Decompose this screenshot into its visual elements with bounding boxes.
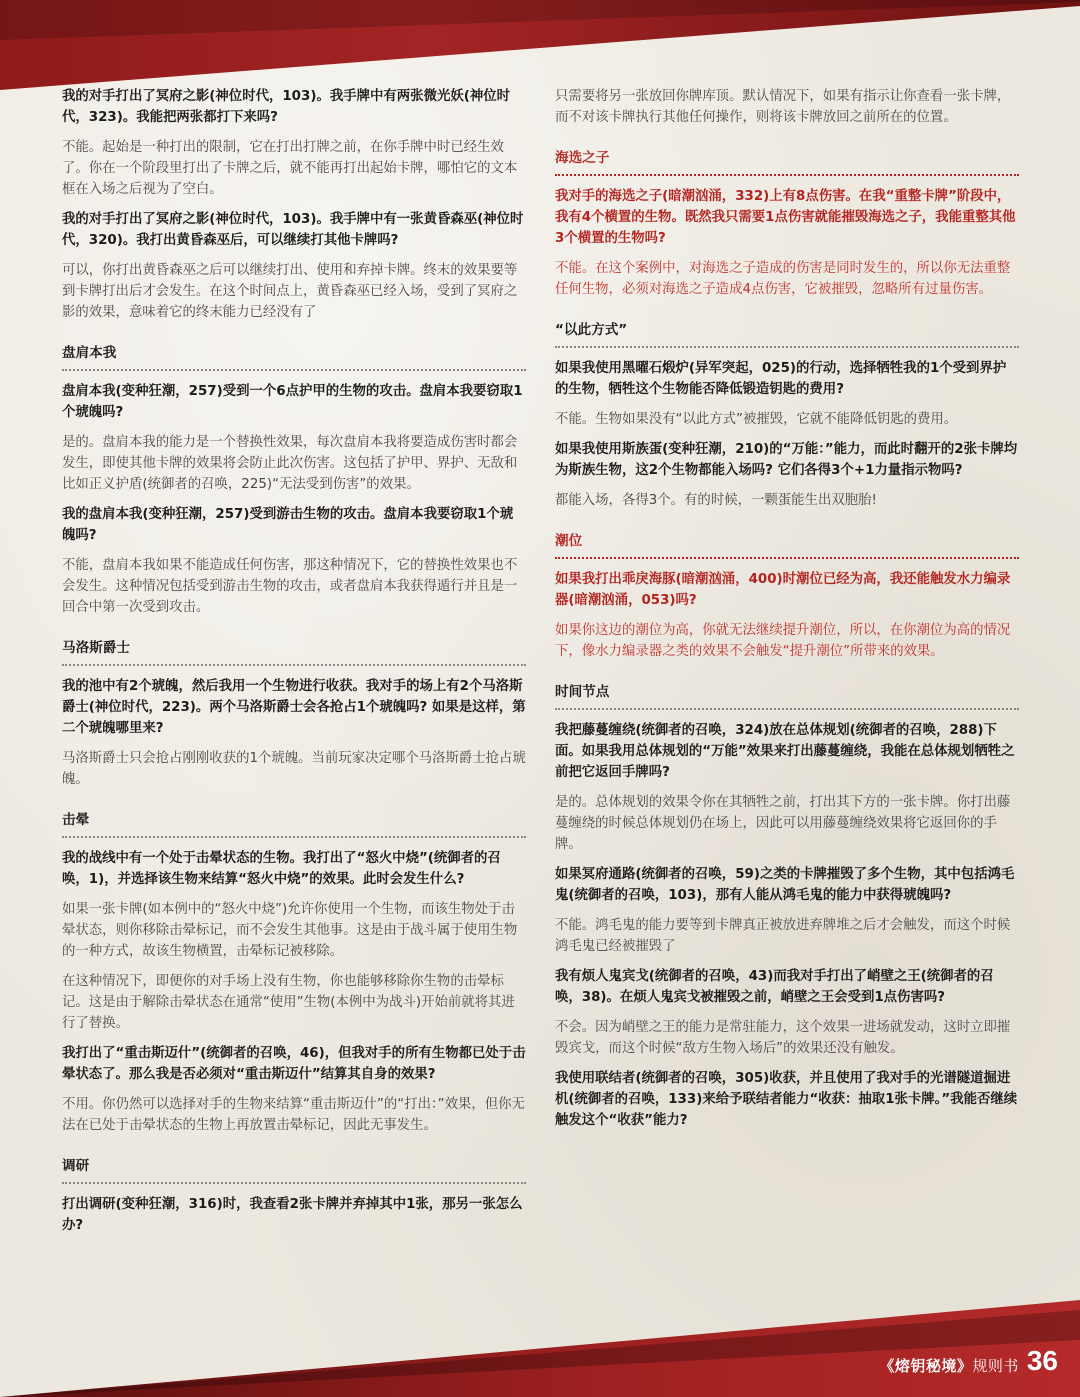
answer-text: 如果一张卡牌(如本例中的“怒火中烧”)允许你使用一个生物，而该生物处于击晕状态，则你移除击晕标记，而不会发生其他事。这是由于战斗属于使用生物的一种方式，故该生物横置，击晕标记被移除。 xyxy=(62,902,518,959)
section-heading: 时间节点 xyxy=(555,682,1019,710)
question-text: 我使用联结者(统御者的召唤，305)收获，并且使用了我对手的光谱隧道掘进机(统御者的召唤，133)来给予联结者能力“收获：抽取1张卡牌。”我能否继续触发这个“收获”能力? xyxy=(555,1071,1018,1128)
section-heading: 调研 xyxy=(62,1156,526,1184)
question-text: 我打出了“重击斯迈什”(统御者的召唤，46)，但我对手的所有生物都已处于击晕状态了。那么我是否必须对“重击斯迈什”结算其自身的效果? xyxy=(62,1046,526,1082)
highlighted-block xyxy=(555,569,1019,662)
question-text: 如果我使用黑曜石煅炉(异军突起，025)的行动，选择牺牲我的1个受到界护的生物，牺牲这个生物能否降低锻造钥匙的费用? xyxy=(555,361,1007,397)
right-column xyxy=(555,86,1019,1140)
section-heading: 击晕 xyxy=(62,810,526,838)
section-heading: 潮位 xyxy=(555,531,1019,559)
page-footer xyxy=(879,1337,1058,1377)
question-text: 打出调研(变种狂潮，316)时，我查看2张卡牌并弃掉其中1张，那另一张怎么办? xyxy=(62,1197,523,1233)
answer-text: 不能，盘肩本我如果不能造成任何伤害，那这种情况下，它的替换性效果也不会发生。这种情况包括受到游击生物的攻击，或者盘肩本我获得遁行并且是一回合中第一次受到攻击。 xyxy=(62,558,518,615)
answer-text: 如果你这边的潮位为高，你就无法继续提升潮位，所以，在你潮位为高的情况下，像水力编录器之类的效果不会触发“提升潮位”所带来的效果。 xyxy=(555,623,1011,659)
question-text: 我的对手打出了冥府之影(神位时代，103)。我手牌中有一张黄昏森巫(神位时代，320)。我打出黄昏森巫后，可以继续打其他卡牌吗? xyxy=(62,212,524,248)
answer-text: 是的。总体规划的效果令你在其牺牲之前，打出其下方的一张卡牌。你打出藤蔓缠绕的时候总体规划仍在场上，因此可以用藤蔓缠绕效果将它返回你的手牌。 xyxy=(555,795,1011,852)
answer-text: 不能。鸿毛鬼的能力要等到卡牌真正被放进弃牌堆之后才会触发，而这个时候鸿毛鬼已经被摧毁了 xyxy=(555,918,1011,954)
answer-text: 不用。你仍然可以选择对手的生物来结算“重击斯迈什”的“打出：”效果，但你无法在已处于击晕状态的生物上再放置击晕标记，因此无事发生。 xyxy=(62,1097,525,1133)
left-column xyxy=(62,86,526,1245)
answer-text: 在这种情况下，即便你的对手场上没有生物，你也能够移除你生物的击晕标记。这是由于解除击晕状态在通常“使用”生物(本例中为战斗)开始前就将其进行了替换。 xyxy=(62,974,515,1031)
question-text: 如果我打出乖戾海豚(暗潮汹涌，400)时潮位已经为高，我还能触发水力编录器(暗潮汹涌，053)吗? xyxy=(555,572,1011,608)
section-heading: 海选之子 xyxy=(555,148,1019,176)
question-text: 如果冥府通路(统御者的召唤，59)之类的卡牌摧毁了多个生物，其中包括鸿毛鬼(统御者的召唤，103)，那有人能从鸿毛鬼的能力中获得琥魄吗? xyxy=(555,867,1015,903)
question-text: 我有烦人鬼宾戈(统御者的召唤，43)而我对手打出了峭壁之王(统御者的召唤，38)。在烦人鬼宾戈被摧毁之前，峭壁之王会受到1点伤害吗? xyxy=(555,969,994,1005)
answer-text: 不能。生物如果没有“以此方式”被摧毁，它就不能降低钥匙的费用。 xyxy=(555,412,958,427)
answer-text: 都能入场，各得3个。有的时候，一颗蛋能生出双胞胎! xyxy=(555,493,877,508)
section-heading: “以此方式” xyxy=(555,320,1019,348)
answer-text: 马洛斯爵士只会抢占刚刚收获的1个琥魄。当前玩家决定哪个马洛斯爵士抢占琥魄。 xyxy=(62,751,526,787)
answer-text: 不能。起始是一种打出的限制，它在打出打牌之前，在你手牌中时已经生效了。你在一个阶段里打出了卡牌之后，就不能再打出起始卡牌，哪怕它的文本框在入场之后视为了空白。 xyxy=(62,140,518,197)
answer-text: 只需要将另一张放回你牌库顶。默认情况下，如果有指示让你查看一张卡牌，而不对该卡牌执行其他任何操作，则将该卡牌放回之前所在的位置。 xyxy=(555,89,1011,125)
answer-text: 不能。在这个案例中，对海选之子造成的伤害是同时发生的，所以你无法重整任何生物，必须对海选之子造成4点伤害，它被摧毁，忽略所有过量伤害。 xyxy=(555,261,1011,297)
book-title: 《熔钥秘境》规则书 xyxy=(879,1357,1019,1375)
section-heading: 盘肩本我 xyxy=(62,343,526,371)
question-text: 我的盘肩本我(变种狂潮，257)受到游击生物的攻击。盘肩本我要窃取1个琥魄吗? xyxy=(62,507,514,543)
answer-text: 不会。因为峭壁之王的能力是常驻能力，这个效果一进场就发动，这时立即摧毁宾戈，而这个时候“敌方生物入场后”的效果还没有触发。 xyxy=(555,1020,1011,1056)
question-text: 如果我使用斯族蛋(变种狂潮，210)的“万能：”能力，而此时翻开的2张卡牌均为斯族生物，这2个生物都能入场吗? 它们各得3个+1力量指示物吗? xyxy=(555,442,1018,478)
question-text: 我的对手打出了冥府之影(神位时代，103)。我手牌中有两张微光妖(神位时代，323)。我能把两张都打下来吗? xyxy=(62,89,511,125)
question-text: 我的战线中有一个处于击晕状态的生物。我打出了“怒火中烧”(统御者的召唤，1)，并选择该生物来结算“怒火中烧”的效果。此时会发生什么? xyxy=(62,851,501,887)
section-heading: 马洛斯爵士 xyxy=(62,638,526,666)
page-number: 36 xyxy=(1026,1345,1058,1376)
highlighted-block xyxy=(555,186,1019,300)
answer-text: 可以，你打出黄昏森巫之后可以继续打出、使用和弃掉卡牌。终末的效果要等到卡牌打出后才会发生。在这个时间点上，黄昏森巫已经入场，受到了冥府之影的效果，意味着它的终末能力已经没有了 xyxy=(62,263,518,320)
question-text: 我对手的海选之子(暗潮汹涌，332)上有8点伤害。在我“重整卡牌”阶段中，我有4个横置的生物。既然我只需要1点伤害就能摧毁海选之子，我能重整其他3个横置的生物吗? xyxy=(555,189,1016,246)
question-text: 盘肩本我(变种狂潮，257)受到一个6点护甲的生物的攻击。盘肩本我要窃取1个琥魄吗? xyxy=(62,384,523,420)
answer-text: 是的。盘肩本我的能力是一个替换性效果，每次盘肩本我将要造成伤害时都会发生，即使其他卡牌的效果将会防止此次伤害。这包括了护甲、界护、无敌和比如正义护盾(统御者的召唤，225)“无法受到伤害”的效果。 xyxy=(62,435,518,492)
question-text: 我把藤蔓缠绕(统御者的召唤，324)放在总体规划(统御者的召唤，288)下面。如果我用总体规划的“万能”效果来打出藤蔓缠绕，我能在总体规划牺牲之前把它返回手牌吗? xyxy=(555,723,1015,780)
question-text: 我的池中有2个琥魄，然后我用一个生物进行收获。我对手的场上有2个马洛斯爵士(神位时代，223)。两个马洛斯爵士会各抢占1个琥魄吗? 如果是这样，第二个琥魄哪里来? xyxy=(62,679,526,736)
